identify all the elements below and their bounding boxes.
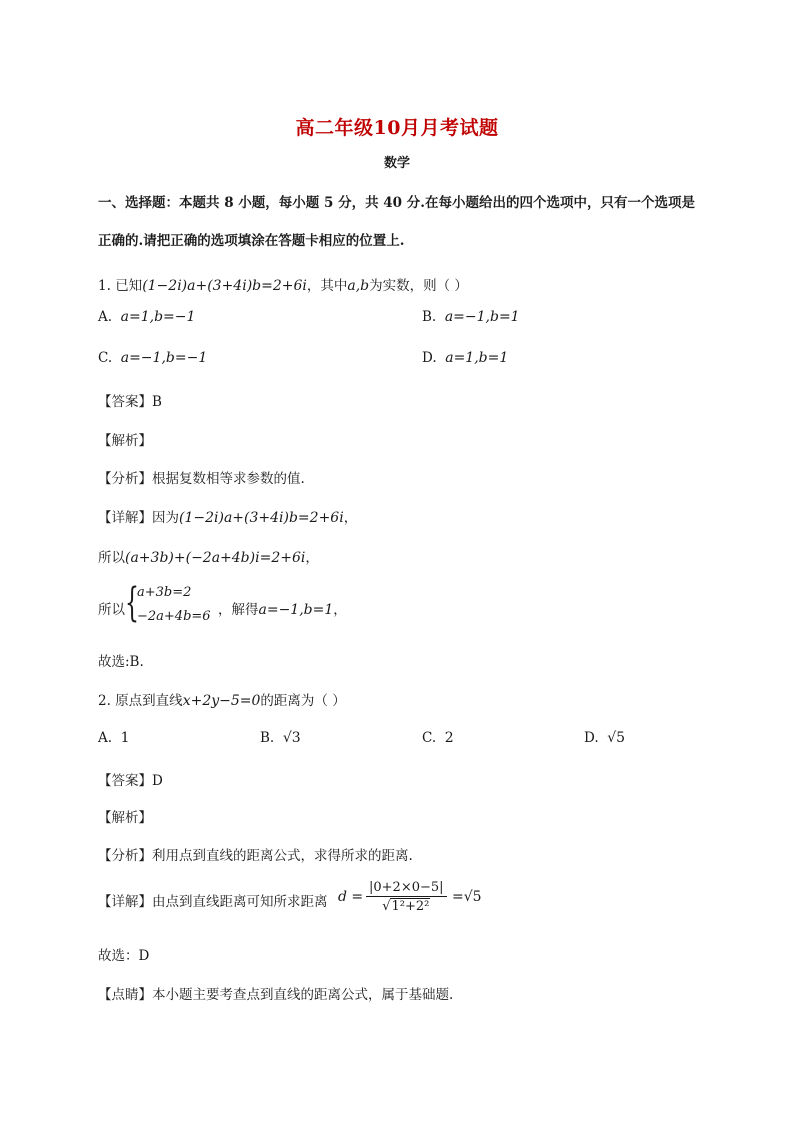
subject-label: 数学: [383, 156, 410, 171]
q1-so1: [98, 546, 319, 566]
option-label: D.: [584, 730, 599, 746]
q2-dianjing: 【点睛】本小题主要考查点到直线的距离公式，属于基础题.: [98, 987, 454, 1003]
section-instructions-line1: 一、选择题：本题共 8 小题，每小题 5 分，共 40 分.在每小题给出的四个选项中，只有一个选项是: [98, 195, 695, 211]
question-number: 2.: [98, 693, 111, 709]
so-end: ，: [305, 550, 319, 566]
so-prefix: 所以: [98, 550, 125, 566]
option-value: a=−1,b=1: [444, 309, 520, 325]
option-value: √3: [282, 730, 301, 746]
q1-detail: [98, 506, 357, 526]
option-value: √5: [607, 730, 626, 746]
q1-option-c: [98, 350, 207, 366]
option-label: D.: [422, 350, 437, 366]
detail-equation: (1−2i)a+(3+4i)b=2+6i: [179, 510, 344, 526]
q1-option-a: [98, 309, 195, 325]
option-value: 2: [444, 730, 454, 746]
q1-so2-solution: [218, 598, 347, 618]
q2-option-d: [584, 730, 625, 746]
solve-end: ，: [333, 602, 347, 618]
question-mid: ，其中: [306, 278, 348, 294]
denominator-radicand: 1²+2²: [391, 899, 430, 914]
page-title: 高二年级10月月考试题: [295, 117, 499, 139]
question-2-stem: [98, 689, 346, 709]
q2-option-c: [422, 730, 454, 746]
q1-choose: 故选:B.: [98, 654, 144, 670]
q1-so2-prefix: 所以: [98, 602, 125, 618]
section-instructions-line2: 正确的.请把正确的选项填涂在答题卡相应的位置上.: [98, 233, 405, 249]
q1-fenxi: 【分析】根据复数相等求参数的值.: [98, 471, 305, 487]
solve-label: ，解得: [218, 602, 259, 618]
q2-option-b: [260, 730, 301, 746]
question-vars: a,b: [347, 278, 370, 294]
option-value: 1: [120, 730, 130, 746]
question-number: 1.: [98, 278, 111, 294]
option-label: C.: [98, 350, 113, 366]
q1-option-b: [422, 309, 520, 325]
question-suffix: 为实数，则（ ）: [369, 278, 468, 294]
system-brace: {: [125, 580, 139, 626]
option-label: B.: [260, 730, 275, 746]
fraction-denominator: √1²+2²: [382, 899, 430, 914]
question-prefix: 原点到直线: [115, 693, 183, 709]
distance-fraction: [366, 880, 447, 914]
system-equation-1: a+3b=2: [137, 585, 192, 600]
option-label: A.: [98, 309, 113, 325]
q2-detail-prefix: 【详解】由点到直线距离可知所求距离: [98, 894, 328, 910]
option-value: a=−1,b=−1: [120, 350, 208, 366]
option-value: a=1,b=−1: [120, 309, 196, 325]
q2-choose: 故选：D: [98, 948, 150, 964]
option-label: C.: [422, 730, 437, 746]
q2-answer: 【答案】D: [98, 773, 163, 789]
q2-analysis-heading: 【解析】: [98, 810, 152, 826]
line-equation: x+2y−5=0: [182, 693, 261, 709]
distance-result: =√5: [452, 889, 482, 905]
q2-fenxi: 【分析】利用点到直线的距离公式，求得所求的距离.: [98, 848, 413, 864]
option-label: B.: [422, 309, 437, 325]
q1-analysis-heading: 【解析】: [98, 433, 152, 449]
option-label: A.: [98, 730, 113, 746]
q1-answer: 【答案】B: [98, 394, 162, 410]
distance-variable: d =: [338, 889, 364, 905]
option-value: a=1,b=1: [445, 350, 509, 366]
d-var: d: [338, 889, 347, 905]
fraction-numerator: |0+2×0−5|: [366, 880, 447, 897]
question-1-stem: [98, 274, 468, 294]
detail-prefix: 【详解】因为: [98, 510, 179, 526]
so-equation: (a+3b)+(−2a+4b)i=2+6i: [125, 550, 306, 566]
question-prefix: 已知: [115, 278, 143, 294]
question-suffix: 的距离为（ ）: [260, 693, 346, 709]
q2-option-a: [98, 730, 130, 746]
solve-result: a=−1,b=1: [258, 602, 334, 618]
question-equation: (1−2i)a+(3+4i)b=2+6i: [142, 278, 307, 294]
system-equation-2: −2a+4b=6: [137, 609, 211, 624]
detail-end: ，: [343, 510, 358, 526]
q1-option-d: [422, 350, 508, 366]
